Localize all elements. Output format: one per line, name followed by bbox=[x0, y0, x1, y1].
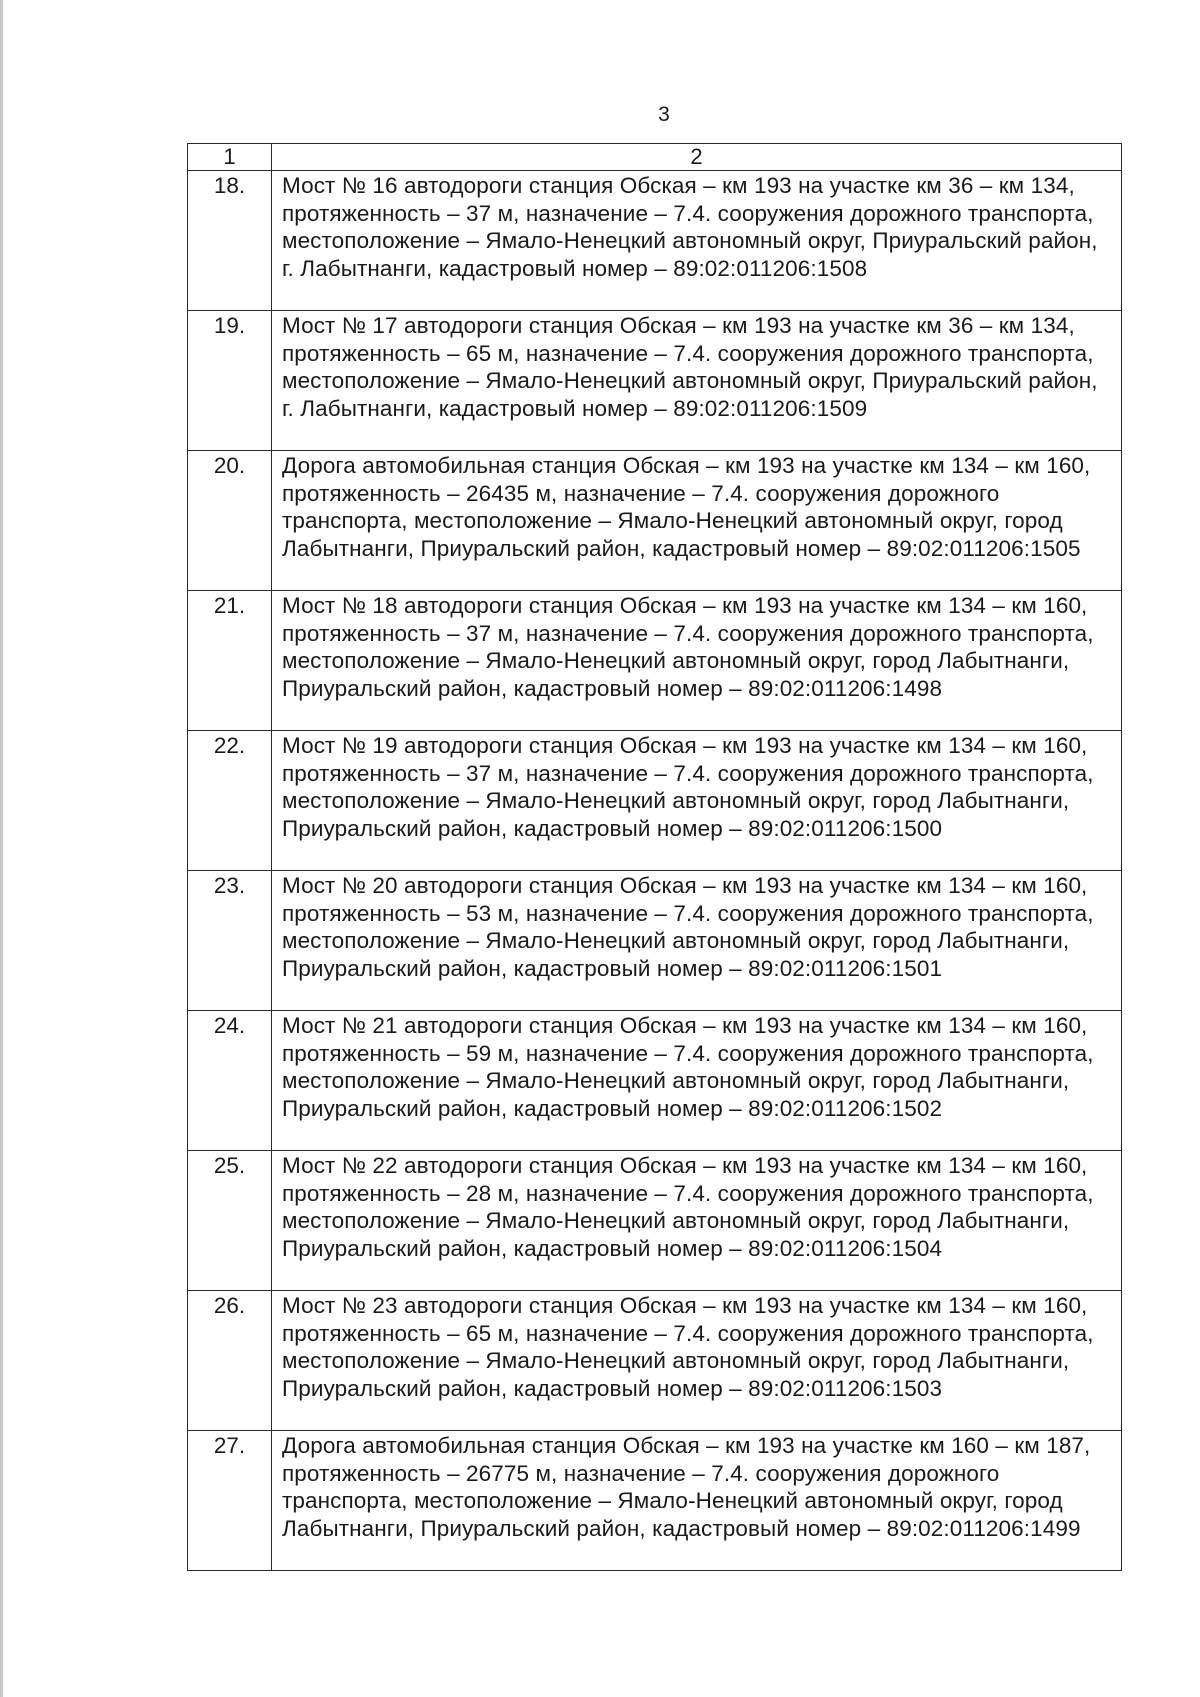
row-number: 21. bbox=[188, 591, 272, 731]
table-row bbox=[188, 591, 1122, 731]
table-row bbox=[188, 1291, 1122, 1431]
row-description: Мост № 16 автодороги станция Обская – км 193 на участке км 36 – км 134, протяженность – 37 м, назначение – 7.4. сооружения дорожного транспорта, местоположение – Ямало-Ненецкий автономный округ, Приуральский район, г. Лабытнанги, кадастровый номер – 89:02:011206:1508 bbox=[272, 171, 1122, 311]
page-number: 3 bbox=[658, 103, 670, 126]
table-row bbox=[188, 731, 1122, 871]
table-row bbox=[188, 451, 1122, 591]
row-number: 27. bbox=[188, 1431, 272, 1571]
table-row bbox=[188, 871, 1122, 1011]
row-number: 23. bbox=[188, 871, 272, 1011]
table-row bbox=[188, 311, 1122, 451]
row-description: Мост № 22 автодороги станция Обская – км 193 на участке км 134 – км 160, протяженность – 28 м, назначение – 7.4. сооружения дорожного транспорта, местоположение – Ямало-Ненецкий автономный округ, город Лабытнанги, Приуральский район, кадастровый номер – 89:02:011206:1504 bbox=[272, 1151, 1122, 1291]
row-description: Мост № 18 автодороги станция Обская – км 193 на участке км 134 – км 160, протяженность – 37 м, назначение – 7.4. сооружения дорожного транспорта, местоположение – Ямало-Ненецкий автономный округ, город Лабытнанги, Приуральский район, кадастровый номер – 89:02:011206:1498 bbox=[272, 591, 1122, 731]
row-description: Мост № 23 автодороги станция Обская – км 193 на участке км 134 – км 160, протяженность – 65 м, назначение – 7.4. сооружения дорожного транспорта, местоположение – Ямало-Ненецкий автономный округ, город Лабытнанги, Приуральский район, кадастровый номер – 89:02:011206:1503 bbox=[272, 1291, 1122, 1431]
column-header-description: 2 bbox=[272, 144, 1122, 171]
row-number: 25. bbox=[188, 1151, 272, 1291]
column-header-number: 1 bbox=[188, 144, 272, 171]
row-number: 20. bbox=[188, 451, 272, 591]
table-row bbox=[188, 1431, 1122, 1571]
table-row bbox=[188, 1151, 1122, 1291]
row-description: Дорога автомобильная станция Обская – км 193 на участке км 160 – км 187, протяженность – 26775 м, назначение – 7.4. сооружения дорожного транспорта, местоположение – Ямало-Ненецкий автономный округ, город Лабытнанги, Приуральский район, кадастровый номер – 89:02:011206:1499 bbox=[272, 1431, 1122, 1571]
row-description: Мост № 19 автодороги станция Обская – км 193 на участке км 134 – км 160, протяженность – 37 м, назначение – 7.4. сооружения дорожного транспорта, местоположение – Ямало-Ненецкий автономный округ, город Лабытнанги, Приуральский район, кадастровый номер – 89:02:011206:1500 bbox=[272, 731, 1122, 871]
row-number: 19. bbox=[188, 311, 272, 451]
table-header-row bbox=[188, 144, 1122, 171]
row-description: Мост № 17 автодороги станция Обская – км 193 на участке км 36 – км 134, протяженность – 65 м, назначение – 7.4. сооружения дорожного транспорта, местоположение – Ямало-Ненецкий автономный округ, Приуральский район, г. Лабытнанги, кадастровый номер – 89:02:011206:1509 bbox=[272, 311, 1122, 451]
row-description: Мост № 21 автодороги станция Обская – км 193 на участке км 134 – км 160, протяженность – 59 м, назначение – 7.4. сооружения дорожного транспорта, местоположение – Ямало-Ненецкий автономный округ, город Лабытнанги, Приуральский район, кадастровый номер – 89:02:011206:1502 bbox=[272, 1011, 1122, 1151]
table-row bbox=[188, 171, 1122, 311]
row-number: 26. bbox=[188, 1291, 272, 1431]
row-number: 18. bbox=[188, 171, 272, 311]
row-number: 22. bbox=[188, 731, 272, 871]
row-number: 24. bbox=[188, 1011, 272, 1151]
row-description: Мост № 20 автодороги станция Обская – км 193 на участке км 134 – км 160, протяженность – 53 м, назначение – 7.4. сооружения дорожного транспорта, местоположение – Ямало-Ненецкий автономный округ, город Лабытнанги, Приуральский район, кадастровый номер – 89:02:011206:1501 bbox=[272, 871, 1122, 1011]
table-row bbox=[188, 1011, 1122, 1151]
property-table bbox=[187, 143, 1122, 1571]
row-description: Дорога автомобильная станция Обская – км 193 на участке км 134 – км 160, протяженность – 26435 м, назначение – 7.4. сооружения дорожного транспорта, местоположение – Ямало-Ненецкий автономный округ, город Лабытнанги, Приуральский район, кадастровый номер – 89:02:011206:1505 bbox=[272, 451, 1122, 591]
